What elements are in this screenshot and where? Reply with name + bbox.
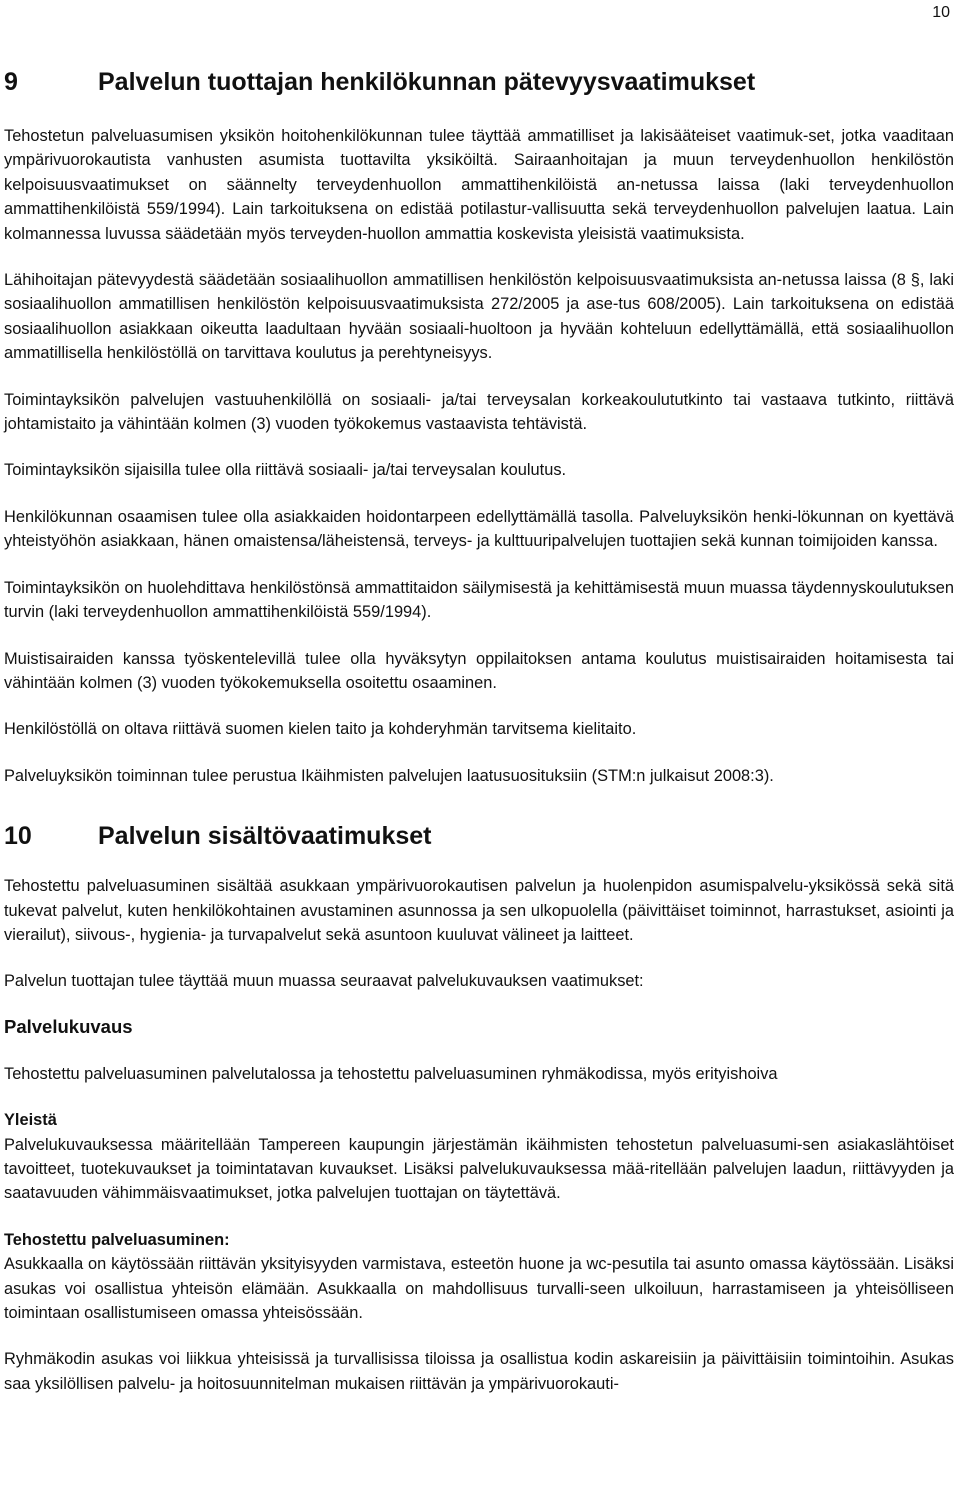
section-10-heading (4, 816, 954, 856)
paragraph: Ryhmäkodin asukas voi liikkua yhteisissä ja turvallisissa tiloissa ja osallistua kodin askareisiin ja päivittäisiin toimintoihin. Asukas saa yksilöllisen palvelu- ja hoitosuunnitelman mukaisen riittävän ja ympärivuorokauti- (4, 1350, 954, 1393)
paragraph: Palvelun tuottajan tulee täyttää muun muassa seuraavat palvelukuvauksen vaatimukset: (4, 972, 644, 991)
paragraph: Henkilökunnan osaamisen tulee olla asiakkaiden hoidontarpeen edellyttämällä tasolla. Palveluyksikön henki-lökunnan on kyettävä yhteistyöhön asiakkaan, hänen omaistensa/läheistensä, terveys- ja kulttuuripalvelujen tuottajien sekä kunnan toimijoiden kanssa. (4, 507, 954, 551)
section-10-title: Palvelun sisältövaatimukset (98, 822, 432, 851)
label-yleista: Yleistä (4, 1111, 57, 1130)
page-number: 10 (932, 4, 950, 21)
label-tehostettu-palveluasuminen: Tehostettu palveluasuminen: (4, 1230, 230, 1249)
paragraph: Toimintayksikön palvelujen vastuuhenkilöllä on sosiaali- ja/tai terveysalan korkeakoulututkinto tai vastaava tutkinto, riittävä johtamistaito ja vähintään kolmen (3) vuoden työkokemus vastaavista tehtävistä. (4, 390, 954, 434)
paragraph: Toimintayksikön on huolehdittava henkilöstönsä ammattitaidon säilymisestä ja kehittämisestä muun muassa täydennyskoulutuksen turvin (laki terveydenhuollon ammattihenkilöistä 559/1994). (4, 578, 954, 622)
document-body (4, 62, 954, 1396)
paragraph: Asukkaalla on käytössään riittävän yksityisyyden varmistava, esteetön huone ja wc-pesutila tai asunto omassa käytössään. Lisäksi asukas voi osallistua yhteisön elämään. Asukkaalla on mahdollisuus turvalli-seen ulkoiluun, harrastamiseen ja yhteisölliseen toimintaan osallistumiseen omassa yhteisössään. (4, 1255, 954, 1322)
paragraph: Lähihoitajan pätevyydestä säädetään sosiaalihuollon ammatillisen henkilöstön kelpoisuusvaatimuksista an-netussa laissa (8 §, laki sosiaalihuollon ammatillisen henkilöstön kelpoisuusvaatimuksista 272/2005 ja ase-tus 608/2005). Lain tarkoituksena on edistää sosiaalihuollon asiakkaan oikeutta laadultaan hyvään sosiaali-huoltoon ja hyvään kohteluun edellyttämällä, että sosiaalihuollon ammatillisella henkilöstöllä on tarvittava koulutus ja perehtyneisyys. (4, 271, 954, 363)
paragraph: Tehostettu palveluasuminen palvelutalossa ja tehostettu palveluasuminen ryhmäkodissa, myös erityishoiva (4, 1064, 778, 1083)
section-9-heading (4, 62, 954, 102)
section-9-title: Palvelun tuottajan henkilökunnan pätevyysvaatimukset (98, 68, 756, 96)
paragraph: Palvelukuvauksessa määritellään Tampereen kaupungin järjestämän ikäihmisten tehostetun palveluasumi-sen asiakaslähtöiset tavoitteet, tuotekuvaukset ja toimintatavan kuvaukset. Lisäksi palvelukuvauksessa mää-ritellään palvelujen laadun, riittävyyden ja saatavuuden vähimmäisvaatimukset, jotka palvelujen tuottajan on täytettävä. (4, 1135, 954, 1203)
subheading-palvelukuvaus: Palvelukuvaus (4, 1015, 133, 1037)
paragraph: Toimintayksikön sijaisilla tulee olla riittävä sosiaali- ja/tai terveysalan koulutus. (4, 461, 567, 480)
section-10-number: 10 (4, 822, 32, 851)
paragraph: Tehostettu palveluasuminen sisältää asukkaan ympärivuorokautisen palvelun ja huolenpidon asumispalvelu-yksikössä sekä sitä tukevat palvelut, kuten henkilökohtainen avustaminen asunnossa ja sen ulkopuolella (päivittäiset toiminnot, harrastukset, asiointi ja vierailut), siivous-, hygienia- ja turvapalvelut sekä asuntoon kuuluvat välineet ja laitteet. (4, 877, 954, 944)
paragraph: Tehostetun palveluasumisen yksikön hoitohenkilökunnan tulee täyttää ammatilliset ja lakisääteiset vaatimuk-set, jotka vaaditaan ympärivuorokautista vanhusten asumista tuottavilta yksiköiltä. Sairaanhoitajan ja muun terveydenhuollon henkilöstön kelpoisuusvaatimukset on säännelty terveydenhuollon ammattihenkilöistä an-netussa laissa (laki terveydenhuollon ammattihenkilöistä 559/1994). Lain tarkoituksena on edistää potilastur-vallisuutta sekä terveydenhuollon palvelujen laatua. Lain kolmannessa luvussa säädetään myös terveyden-huollon ammattia koskevista yleisistä vaatimuksista. (4, 127, 954, 243)
paragraph: Henkilöstöllä on oltava riittävä suomen kielen taito ja kohderyhmän tarvitsema kielitaito. (4, 720, 637, 739)
section-9-number: 9 (4, 68, 18, 96)
paragraph: Muistisairaiden kanssa työskentelevillä tulee olla hyväksytyn oppilaitoksen antama koulutus muistisairaiden hoitamisesta tai vähintään kolmen (3) vuoden työkokemuksella osoitettu osaaminen. (4, 649, 954, 692)
paragraph: Palveluyksikön toiminnan tulee perustua Ikäihmisten palvelujen laatusuosituksiin (STM:n julkaisut 2008:3). (4, 766, 774, 785)
